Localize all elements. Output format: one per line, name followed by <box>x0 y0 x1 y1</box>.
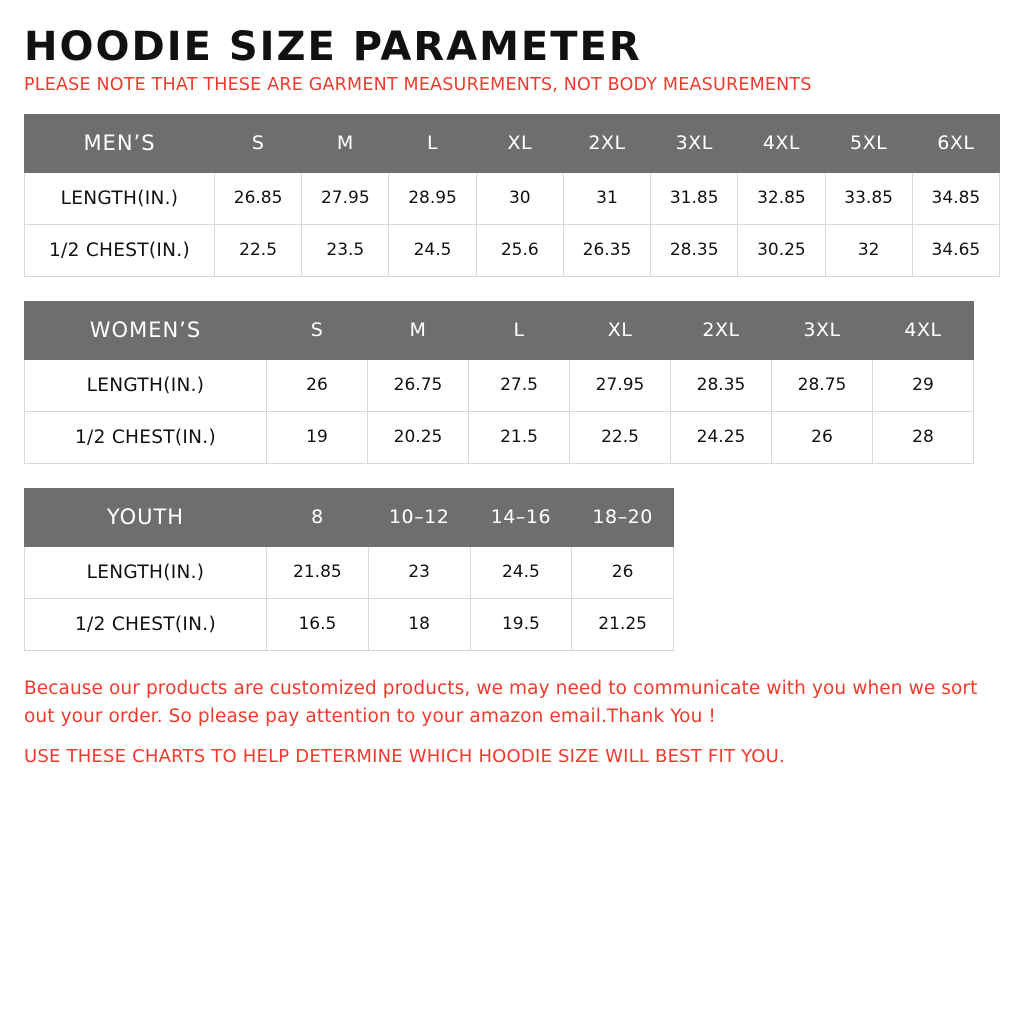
cell-value: 27.95 <box>302 172 389 224</box>
cell-value: 28.95 <box>389 172 476 224</box>
row-label: 1/2 CHEST(IN.) <box>25 411 267 463</box>
cell-value: 30 <box>476 172 563 224</box>
cell-value: 21.85 <box>267 546 369 598</box>
table-row <box>25 114 1000 172</box>
row-label: 1/2 CHEST(IN.) <box>25 598 267 650</box>
mens-size-header: 2XL <box>563 114 650 172</box>
row-label: LENGTH(IN.) <box>25 546 267 598</box>
row-label: 1/2 CHEST(IN.) <box>25 224 215 276</box>
cell-value: 28.35 <box>651 224 738 276</box>
cell-value: 22.5 <box>215 224 302 276</box>
cell-value: 24.5 <box>389 224 476 276</box>
cell-value: 31 <box>563 172 650 224</box>
cell-value: 27.95 <box>570 359 671 411</box>
cell-value: 21.25 <box>572 598 674 650</box>
table-row <box>25 411 974 463</box>
cell-value: 18 <box>368 598 470 650</box>
womens-size-header: 2XL <box>671 301 772 359</box>
cell-value: 26 <box>572 546 674 598</box>
cell-value: 23.5 <box>302 224 389 276</box>
womens-size-header: S <box>267 301 368 359</box>
row-label: LENGTH(IN.) <box>25 172 215 224</box>
cell-value: 26.35 <box>563 224 650 276</box>
cell-value: 24.5 <box>470 546 572 598</box>
page-title: HOODIE SIZE PARAMETER <box>24 24 642 70</box>
womens-header-label: WOMEN’S <box>25 301 267 359</box>
cell-value: 19.5 <box>470 598 572 650</box>
cell-value: 21.5 <box>469 411 570 463</box>
mens-header-label: MEN’S <box>25 114 215 172</box>
chart-usage-notice: USE THESE CHARTS TO HELP DETERMINE WHICH HOODIE SIZE WILL BEST FIT YOU. <box>24 745 785 767</box>
cell-value: 31.85 <box>651 172 738 224</box>
cell-value: 32.85 <box>738 172 825 224</box>
womens-size-header: 4XL <box>873 301 974 359</box>
cell-value: 16.5 <box>267 598 369 650</box>
cell-value: 24.25 <box>671 411 772 463</box>
cell-value: 19 <box>267 411 368 463</box>
cell-value: 20.25 <box>368 411 469 463</box>
cell-value: 33.85 <box>825 172 912 224</box>
womens-size-header: 3XL <box>772 301 873 359</box>
youth-size-header: 8 <box>267 488 369 546</box>
cell-value: 28 <box>873 411 974 463</box>
cell-value: 30.25 <box>738 224 825 276</box>
cell-value: 34.85 <box>912 172 999 224</box>
mens-size-table <box>24 114 1000 277</box>
cell-value: 26 <box>267 359 368 411</box>
youth-header-label: YOUTH <box>25 488 267 546</box>
youth-size-header: 10–12 <box>368 488 470 546</box>
womens-size-table <box>24 301 974 464</box>
table-row <box>25 359 974 411</box>
cell-value: 34.65 <box>912 224 999 276</box>
womens-size-header: XL <box>570 301 671 359</box>
cell-value: 26 <box>772 411 873 463</box>
cell-value: 22.5 <box>570 411 671 463</box>
mens-size-header: 4XL <box>738 114 825 172</box>
cell-value: 26.85 <box>215 172 302 224</box>
table-row <box>25 546 674 598</box>
cell-value: 27.5 <box>469 359 570 411</box>
cell-value: 26.75 <box>368 359 469 411</box>
table-row <box>25 301 974 359</box>
mens-size-header: L <box>389 114 476 172</box>
cell-value: 23 <box>368 546 470 598</box>
table-row <box>25 224 1000 276</box>
measurement-note: PLEASE NOTE THAT THESE ARE GARMENT MEASUREMENTS, NOT BODY MEASUREMENTS <box>24 75 812 95</box>
womens-size-header: M <box>368 301 469 359</box>
mens-size-header: 6XL <box>912 114 999 172</box>
youth-size-header: 18–20 <box>572 488 674 546</box>
cell-value: 28.35 <box>671 359 772 411</box>
cell-value: 25.6 <box>476 224 563 276</box>
womens-table-body <box>25 359 974 463</box>
mens-table-body <box>25 172 1000 276</box>
cell-value: 29 <box>873 359 974 411</box>
mens-size-header: XL <box>476 114 563 172</box>
youth-table-header <box>25 488 674 546</box>
cell-value: 32 <box>825 224 912 276</box>
womens-size-header: L <box>469 301 570 359</box>
mens-size-header: 5XL <box>825 114 912 172</box>
table-row <box>25 598 674 650</box>
row-label: LENGTH(IN.) <box>25 359 267 411</box>
mens-size-header: M <box>302 114 389 172</box>
womens-table-header <box>25 301 974 359</box>
youth-size-header: 14–16 <box>470 488 572 546</box>
youth-size-table <box>24 488 674 651</box>
mens-size-header: S <box>215 114 302 172</box>
cell-value: 28.75 <box>772 359 873 411</box>
table-row <box>25 172 1000 224</box>
mens-size-header: 3XL <box>651 114 738 172</box>
mens-table-header <box>25 114 1000 172</box>
customization-notice: Because our products are customized products, we may need to communicate with you when we sort out your order. So please pay attention to your amazon email.Thank You ! <box>24 677 978 728</box>
youth-table-body <box>25 546 674 650</box>
table-row <box>25 488 674 546</box>
